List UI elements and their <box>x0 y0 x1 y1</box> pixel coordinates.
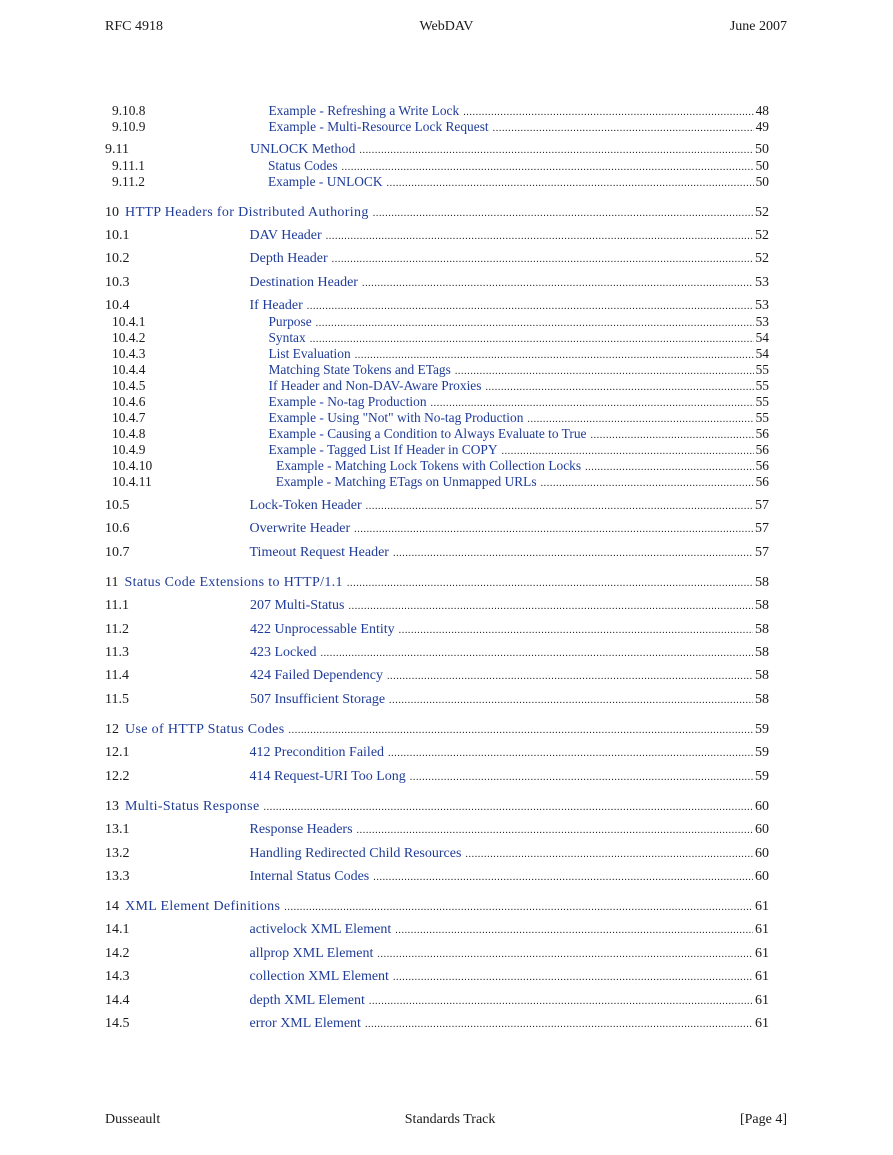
toc-entry-page: 59 <box>755 722 769 737</box>
toc-entry[interactable] <box>105 692 769 708</box>
dot-leader <box>389 693 753 709</box>
toc-entry-page: 60 <box>755 869 769 884</box>
toc-entry-page: 55 <box>755 410 769 425</box>
dot-leader <box>399 623 753 639</box>
toc-entry-page: 58 <box>755 668 769 683</box>
toc-entry[interactable] <box>105 174 769 190</box>
toc-entry-number: 10.4.9 <box>112 442 146 457</box>
header-rfc-number: RFC 4918 <box>105 19 163 34</box>
toc-entry-link[interactable]: Use of HTTP Status Codes <box>125 722 285 737</box>
toc-entry-number: 13.2 <box>105 846 130 861</box>
toc-entry-page: 59 <box>755 769 769 784</box>
toc-entry-number: 10.5 <box>105 498 130 513</box>
dot-leader <box>377 947 753 963</box>
toc-entry-number: 9.10.9 <box>112 119 146 134</box>
dot-leader <box>387 176 754 192</box>
toc-entry[interactable] <box>105 362 769 378</box>
toc-entry[interactable] <box>105 575 769 591</box>
toc-entry-page: 56 <box>755 426 769 441</box>
toc-entry[interactable] <box>105 799 769 815</box>
dot-leader <box>465 847 753 863</box>
toc-entry-number: 10.6 <box>105 521 130 536</box>
dot-leader <box>359 143 753 159</box>
toc-entry-link[interactable]: activelock XML Element <box>249 922 392 937</box>
footer-category: Standards Track <box>404 1112 496 1127</box>
header-title: WebDAV <box>419 19 474 34</box>
toc-entry-page: 58 <box>755 598 769 613</box>
toc-entry-number: 9.11 <box>105 142 129 157</box>
toc-entry-page: 58 <box>755 622 769 637</box>
toc-entry-link[interactable]: DAV Header <box>249 228 322 243</box>
toc-entry-page: 61 <box>755 993 769 1008</box>
toc-entry-link[interactable]: Depth Header <box>249 251 328 266</box>
toc-entry-number: 10.4.8 <box>112 426 146 441</box>
toc-entry[interactable] <box>105 545 769 561</box>
dot-leader <box>357 823 753 839</box>
toc-entry-link[interactable]: Example - Matching Lock Tokens with Collection Locks <box>276 458 582 473</box>
toc-entry-link[interactable]: 424 Failed Dependency <box>249 668 383 683</box>
dot-leader <box>410 770 753 786</box>
toc-entry-number: 14.5 <box>105 1016 130 1031</box>
toc-entry-page: 55 <box>755 378 769 393</box>
toc-entry-link[interactable]: List Evaluation <box>268 346 351 361</box>
toc-entry-link[interactable]: allprop XML Element <box>249 946 374 961</box>
toc-entry[interactable] <box>105 410 769 426</box>
toc-entry[interactable] <box>105 103 769 119</box>
toc-entry-number: 11 <box>105 575 119 590</box>
dot-leader <box>388 746 753 762</box>
toc-entry[interactable] <box>105 622 769 638</box>
toc-entry-link[interactable]: Matching State Tokens and ETags <box>268 362 451 377</box>
toc-entry-link[interactable]: Example - No-tag Production <box>268 394 427 409</box>
dot-leader <box>349 599 754 615</box>
toc-entry-page: 50 <box>755 174 769 189</box>
toc-entry[interactable] <box>105 119 769 135</box>
dot-leader <box>284 900 753 916</box>
toc-entry-page: 54 <box>755 346 769 361</box>
toc-entry-page: 57 <box>755 521 769 536</box>
toc-entry-page: 59 <box>755 745 769 760</box>
toc-entry-number: 11.1 <box>105 598 129 613</box>
toc-entry-number: 11.3 <box>105 645 129 660</box>
toc-entry-link[interactable]: 412 Precondition Failed <box>249 745 385 760</box>
toc-entry-number: 10.1 <box>105 228 130 243</box>
toc-entry-link[interactable]: 422 Unprocessable Entity <box>249 622 395 637</box>
dot-leader <box>393 546 753 562</box>
dot-leader <box>493 121 754 137</box>
toc-entry-page: 58 <box>755 575 769 590</box>
toc-entry-link[interactable]: Status Code Extensions to HTTP/1.1 <box>124 575 343 590</box>
toc-entry-link[interactable]: collection XML Element <box>249 969 389 984</box>
toc-entry[interactable] <box>105 498 769 514</box>
toc-entry[interactable] <box>105 458 769 474</box>
dot-leader <box>369 994 753 1010</box>
toc-entry-number: 10 <box>105 205 119 220</box>
toc-entry-page: 58 <box>755 645 769 660</box>
toc-entry-number: 11.5 <box>105 692 129 707</box>
dot-leader <box>264 800 753 816</box>
toc-entry-page: 55 <box>755 362 769 377</box>
toc-entry-page: 52 <box>755 228 769 243</box>
toc-entry[interactable] <box>105 251 769 267</box>
toc-entry-page: 50 <box>755 142 769 157</box>
toc-entry[interactable] <box>105 822 769 838</box>
toc-entry-number: 10.7 <box>105 545 130 560</box>
toc-entry-number: 10.4.2 <box>112 330 146 345</box>
toc-entry-link[interactable]: UNLOCK Method <box>249 142 356 157</box>
dot-leader <box>387 669 753 685</box>
toc-entry-number: 11.2 <box>105 622 129 637</box>
footer-author: Dusseault <box>105 1112 161 1127</box>
toc-entry-page: 53 <box>755 314 769 329</box>
toc-entry[interactable] <box>105 314 769 330</box>
toc-entry-link[interactable]: Example - Multi-Resource Lock Request <box>268 119 489 134</box>
toc-entry-link[interactable]: Overwrite Header <box>249 521 351 536</box>
dot-leader <box>347 576 753 592</box>
toc-entry-page: 49 <box>755 119 769 134</box>
toc-entry-link[interactable]: 507 Insufficient Storage <box>249 692 386 707</box>
toc-entry[interactable] <box>105 722 769 738</box>
toc-entry[interactable] <box>105 298 769 314</box>
toc-entry-page: 58 <box>755 692 769 707</box>
toc-entry[interactable] <box>105 598 769 614</box>
dot-leader <box>320 646 753 662</box>
toc-entry-link[interactable]: Response Headers <box>249 822 353 837</box>
toc-entry-link[interactable]: error XML Element <box>249 1016 361 1031</box>
toc-entry-number: 14.2 <box>105 946 130 961</box>
toc-entry[interactable] <box>105 1016 769 1032</box>
toc-entry-number: 9.11.1 <box>112 158 145 173</box>
toc-entry-number: 10.4.4 <box>112 362 146 377</box>
toc-entry[interactable] <box>105 330 769 346</box>
toc-entry-link[interactable]: Example - Tagged List If Header in COPY <box>268 442 498 457</box>
toc-entry-page: 56 <box>755 442 769 457</box>
toc-entry-number: 10.4.10 <box>112 458 153 473</box>
toc-entry-number: 14.4 <box>105 993 130 1008</box>
toc-entry-link[interactable]: 414 Request-URI Too Long <box>249 769 406 784</box>
toc-entry-link[interactable]: 207 Multi-Status <box>249 598 345 613</box>
toc-entry-number: 14.1 <box>105 922 130 937</box>
toc-entry-number: 10.4 <box>105 298 130 313</box>
toc-entry-link[interactable]: Syntax <box>268 330 306 345</box>
toc-entry-page: 61 <box>755 969 769 984</box>
toc-entry-link[interactable]: If Header <box>249 298 303 313</box>
toc-entry[interactable] <box>105 275 769 291</box>
toc-entry-link[interactable]: Multi-Status Response <box>125 799 260 814</box>
toc-entry[interactable] <box>105 394 769 410</box>
toc-entry[interactable] <box>105 745 769 761</box>
toc-entry-link[interactable]: Example - Causing a Condition to Always Evaluate to True <box>268 426 587 441</box>
toc-entry-number: 10.4.6 <box>112 394 146 409</box>
toc-entry-link[interactable]: If Header and Non-DAV-Aware Proxies <box>268 378 482 393</box>
toc-entry-number: 10.4.7 <box>112 410 146 425</box>
toc-entry[interactable] <box>105 521 769 537</box>
toc-entry-page: 56 <box>755 458 769 473</box>
toc-entry-page: 54 <box>755 330 769 345</box>
header-date: June 2007 <box>729 19 787 34</box>
toc-entry[interactable] <box>105 228 769 244</box>
toc-entry-number: 13 <box>105 799 119 814</box>
dot-leader <box>393 970 753 986</box>
dot-leader <box>365 1017 753 1033</box>
toc-entry-page: 61 <box>755 1016 769 1031</box>
toc-entry-link[interactable]: Timeout Request Header <box>249 545 389 560</box>
toc-entry[interactable] <box>105 426 769 442</box>
toc-entry[interactable] <box>105 474 769 490</box>
toc-entry-number: 12 <box>105 722 119 737</box>
toc-entry-page: 61 <box>755 899 769 914</box>
toc-entry-number: 12.1 <box>105 745 130 760</box>
toc-entry[interactable] <box>105 969 769 985</box>
page-footer <box>105 1112 787 1128</box>
dot-leader <box>354 522 753 538</box>
toc-entry-number: 10.4.1 <box>112 314 146 329</box>
toc-entry-page: 56 <box>755 474 769 489</box>
toc-entry-page: 57 <box>755 498 769 513</box>
toc-entry-page: 57 <box>755 545 769 560</box>
toc-entry[interactable] <box>105 769 769 785</box>
toc-entry-link[interactable]: Status Codes <box>267 158 338 173</box>
toc-entry[interactable] <box>105 946 769 962</box>
toc-entry[interactable] <box>105 922 769 938</box>
toc-entry[interactable] <box>105 442 769 458</box>
toc-entry-link[interactable]: Internal Status Codes <box>249 869 370 884</box>
toc-entry-page: 60 <box>755 799 769 814</box>
toc-entry-number: 13.3 <box>105 869 130 884</box>
dot-leader <box>541 476 754 492</box>
toc-entry[interactable] <box>105 899 769 915</box>
toc-entry-page: 52 <box>755 251 769 266</box>
toc-entry-number: 11.4 <box>105 668 129 683</box>
toc-entry-number: 9.11.2 <box>112 174 145 189</box>
toc-entry-page: 55 <box>755 394 769 409</box>
toc-entry-page: 48 <box>755 103 769 118</box>
toc-entry-number: 9.10.8 <box>112 103 146 118</box>
dot-leader <box>362 276 753 292</box>
toc-entry-page: 61 <box>755 946 769 961</box>
footer-page-number: [Page 4] <box>739 1112 787 1127</box>
toc-entry-link[interactable]: depth XML Element <box>249 993 365 1008</box>
toc-entry-link[interactable]: XML Element Definitions <box>125 899 281 914</box>
toc-entry-number: 10.3 <box>105 275 130 290</box>
toc-entry-number: 10.4.3 <box>112 346 146 361</box>
toc-entry-page: 52 <box>755 205 769 220</box>
toc-entry-number: 14 <box>105 899 119 914</box>
dot-leader <box>332 252 753 268</box>
toc-entry-number: 14.3 <box>105 969 130 984</box>
toc-entry-page: 60 <box>755 846 769 861</box>
toc-entry[interactable] <box>105 142 769 158</box>
dot-leader <box>307 299 753 315</box>
dot-leader <box>373 870 753 886</box>
toc-entry[interactable] <box>105 668 769 684</box>
dot-leader <box>395 923 753 939</box>
toc-entry-link[interactable]: HTTP Headers for Distributed Authoring <box>125 205 369 220</box>
toc-entry[interactable] <box>105 378 769 394</box>
toc-entry[interactable] <box>105 846 769 862</box>
dot-leader <box>326 229 753 245</box>
toc-entry-link[interactable]: Example - Using "Not" with No-tag Production <box>268 410 524 425</box>
toc-entry-page: 53 <box>755 275 769 290</box>
dot-leader <box>289 723 753 739</box>
dot-leader <box>366 499 753 515</box>
toc-entry-number: 10.2 <box>105 251 130 266</box>
toc-entry-link[interactable]: Lock-Token Header <box>249 498 362 513</box>
toc-entry-link[interactable]: Example - UNLOCK <box>267 174 383 189</box>
toc-entry-link[interactable]: Purpose <box>268 314 312 329</box>
toc-entry-number: 10.4.5 <box>112 378 146 393</box>
toc-entry-link[interactable]: Example - Matching ETags on Unmapped URLs <box>275 474 537 489</box>
toc-entry[interactable] <box>105 205 769 221</box>
toc-entry-link[interactable]: Destination Header <box>249 275 358 290</box>
toc-entry-number: 13.1 <box>105 822 130 837</box>
toc-entry[interactable] <box>105 346 769 362</box>
toc-entry-number: 12.2 <box>105 769 130 784</box>
toc-entry-link[interactable]: Example - Refreshing a Write Lock <box>268 103 460 118</box>
dot-leader <box>373 206 753 222</box>
toc-entry-page: 50 <box>755 158 769 173</box>
toc-entry-number: 10.4.11 <box>112 474 152 489</box>
toc-entry[interactable] <box>105 993 769 1009</box>
toc-entry[interactable] <box>105 645 769 661</box>
toc-entry-link[interactable]: 423 Locked <box>249 645 317 660</box>
toc-entry[interactable] <box>105 158 769 174</box>
toc-entry[interactable] <box>105 869 769 885</box>
toc-entry-link[interactable]: Handling Redirected Child Resources <box>249 846 462 861</box>
toc-entry-page: 60 <box>755 822 769 837</box>
toc-entry-page: 61 <box>755 922 769 937</box>
toc-entry-page: 53 <box>755 298 769 313</box>
